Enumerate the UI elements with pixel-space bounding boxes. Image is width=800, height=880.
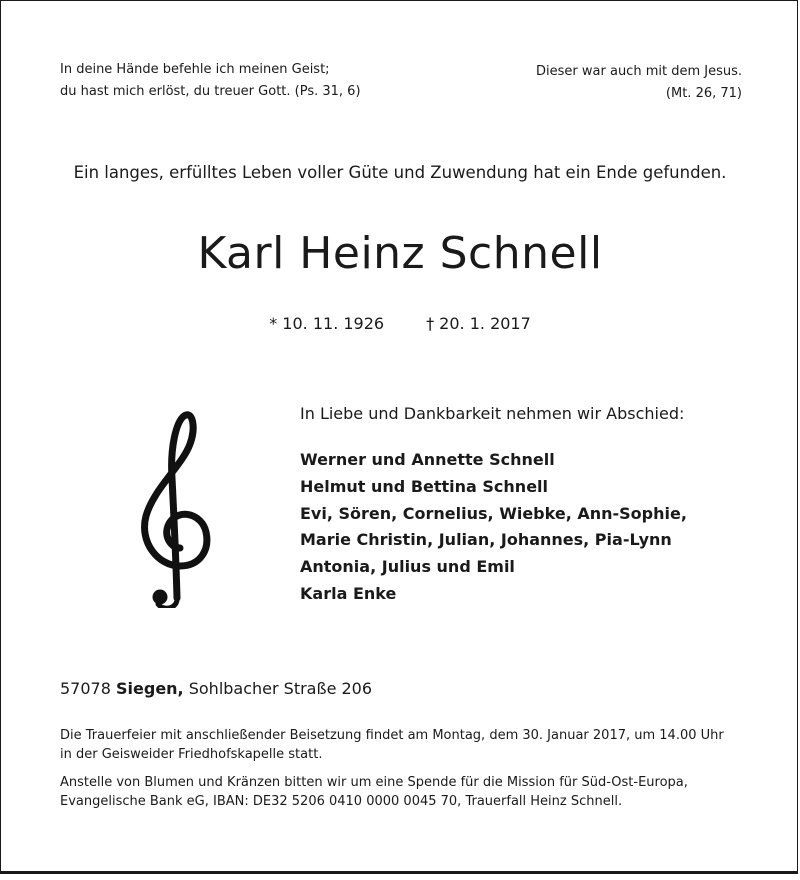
intro-text: Ein langes, erfülltes Leben voller Güte und Zuwendung hat ein Ende gefunden. xyxy=(73,163,727,182)
birth-date: * 10. 11. 1926 xyxy=(269,314,385,333)
list-item: Helmut und Bettina Schnell xyxy=(300,476,549,496)
verse-left-line: In deine Hände befehle ich meinen Geist; xyxy=(60,62,330,77)
deceased-name: Karl Heinz Schnell xyxy=(197,228,603,279)
verse-right xyxy=(442,61,742,105)
donation-note-line: Anstelle von Blumen und Kränzen bitten wir um eine Spende für die Mission für Süd-Ost-Europa, xyxy=(60,775,688,790)
list-item: Marie Christin, Julian, Johannes, Pia-Lynn xyxy=(300,530,672,550)
address xyxy=(60,679,372,698)
list-item: Werner und Annette Schnell xyxy=(300,450,555,469)
donation-note xyxy=(60,773,750,811)
address-city: Siegen, xyxy=(116,679,184,698)
farewell-text: In Liebe und Dankbarkeit nehmen wir Abschied: xyxy=(300,404,685,423)
verse-left xyxy=(60,59,420,103)
verse-right-line: Dieser war auch mit dem Jesus. xyxy=(536,64,742,79)
life-dates xyxy=(0,314,800,333)
address-street: Sohlbacher Straße 206 xyxy=(188,679,373,698)
donation-note-line: Evangelische Bank eG, IBAN: DE32 5206 0410 0000 0045 70, Trauerfall Heinz Schnell. xyxy=(60,794,623,809)
verse-right-line: (Mt. 26, 71) xyxy=(665,86,742,101)
list-item: Karla Enke xyxy=(300,583,397,603)
list-item: Antonia, Julius und Emil xyxy=(300,557,515,577)
mourners-list xyxy=(300,447,687,608)
service-note-line: Die Trauerfeier mit anschließender Beisetzung findet am Montag, dem 30. Januar 2017, um 14.00 Uhr xyxy=(60,728,724,743)
service-note xyxy=(60,726,750,764)
verse-left-line: du hast mich erlöst, du treuer Gott. (Ps. 31, 6) xyxy=(60,84,361,99)
treble-clef-icon xyxy=(136,408,216,608)
death-date: † 20. 1. 2017 xyxy=(426,314,531,333)
service-note-line: in der Geisweider Friedhofskapelle statt. xyxy=(60,747,323,762)
address-postcode: 57078 xyxy=(60,679,111,698)
list-item: Evi, Sören, Cornelius, Wiebke, Ann-Sophie, xyxy=(300,503,687,523)
